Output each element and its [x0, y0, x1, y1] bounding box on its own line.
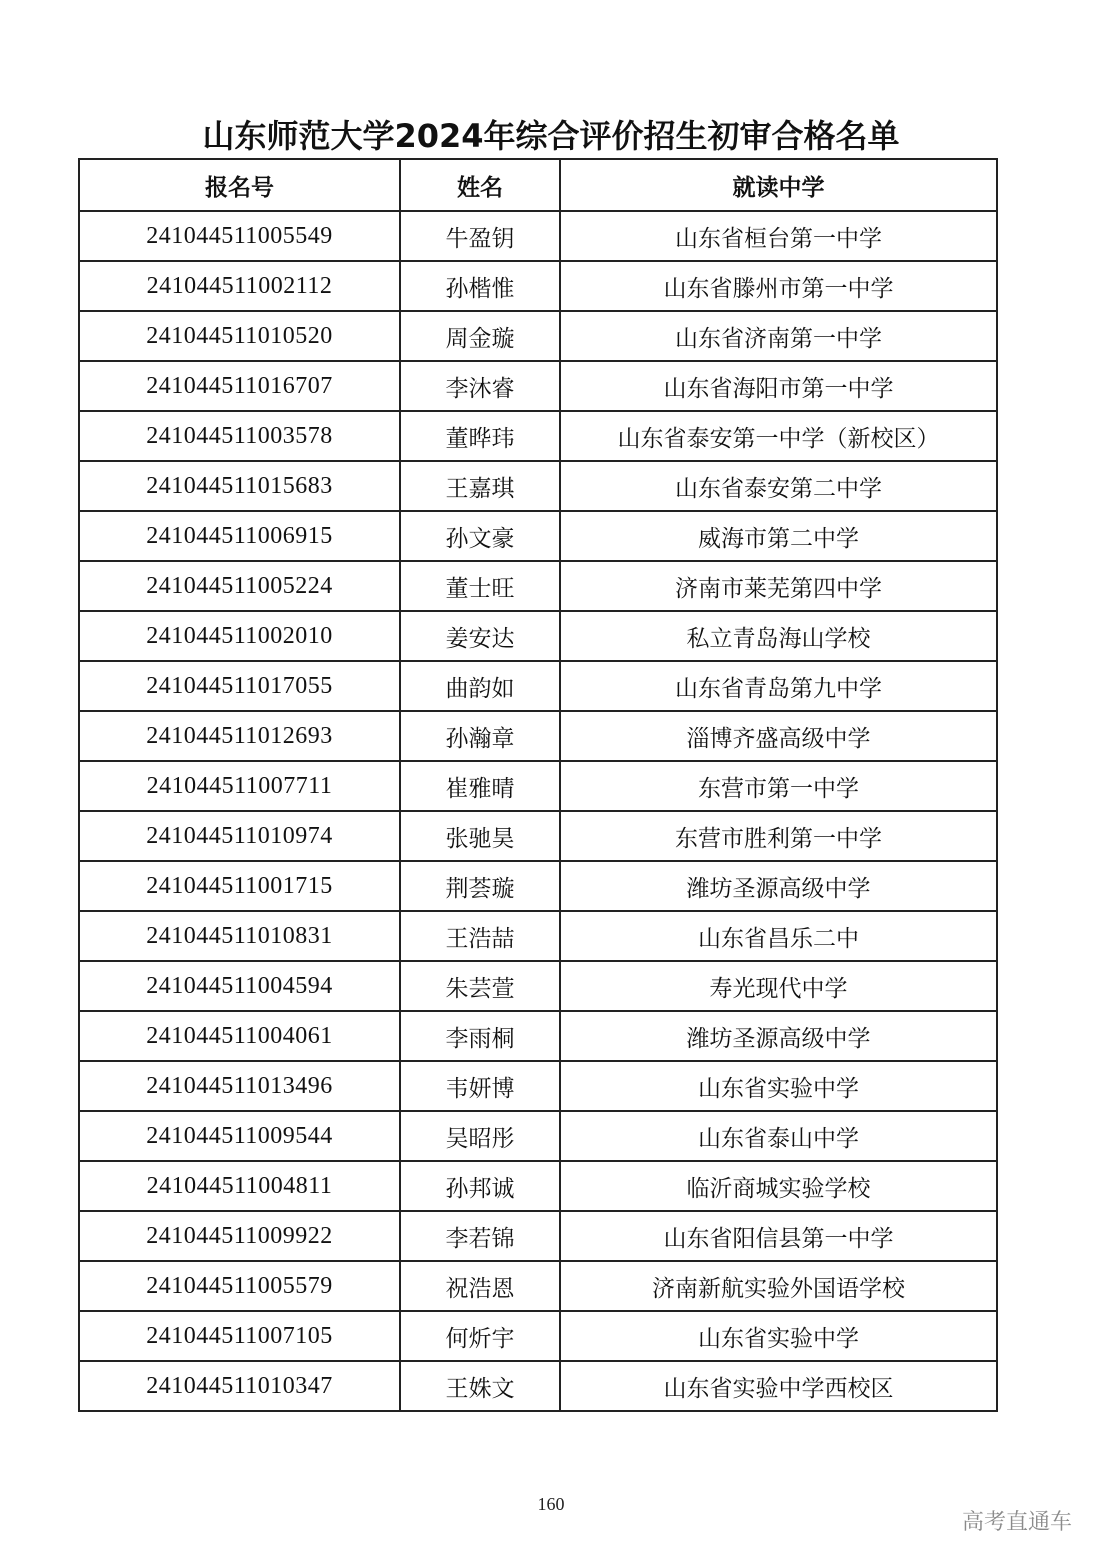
- column-header-school: 就读中学: [560, 159, 997, 211]
- school-name-cell: 淄博齐盛高级中学: [560, 711, 997, 761]
- table-row: [79, 1211, 997, 1261]
- registration-number-cell: 241044511009544: [79, 1111, 400, 1161]
- school-name-cell: 威海市第二中学: [560, 511, 997, 561]
- table-row: [79, 811, 997, 861]
- school-name-cell: 山东省实验中学西校区: [560, 1361, 997, 1411]
- table-row: [79, 1061, 997, 1111]
- student-name-cell: 董士旺: [400, 561, 560, 611]
- registration-number-cell: 241044511015683: [79, 461, 400, 511]
- table-row: [79, 1161, 997, 1211]
- school-name-cell: 山东省滕州市第一中学: [560, 261, 997, 311]
- student-name-cell: 王嘉琪: [400, 461, 560, 511]
- student-name-cell: 韦妍博: [400, 1061, 560, 1111]
- student-name-cell: 曲韵如: [400, 661, 560, 711]
- column-header-registration-number: 报名号: [79, 159, 400, 211]
- school-name-cell: 私立青岛海山学校: [560, 611, 997, 661]
- table-header-row: [79, 159, 997, 211]
- student-name-cell: 牛盈钥: [400, 211, 560, 261]
- table-row: [79, 711, 997, 761]
- table-row: [79, 511, 997, 561]
- student-name-cell: 李若锦: [400, 1211, 560, 1261]
- school-name-cell: 山东省实验中学: [560, 1061, 997, 1111]
- school-name-cell: 山东省海阳市第一中学: [560, 361, 997, 411]
- registration-number-cell: 241044511007105: [79, 1311, 400, 1361]
- student-name-cell: 张驰昊: [400, 811, 560, 861]
- registration-number-cell: 241044511002010: [79, 611, 400, 661]
- school-name-cell: 山东省泰安第一中学（新校区）: [560, 411, 997, 461]
- table-row: [79, 861, 997, 911]
- student-name-cell: 荆荟璇: [400, 861, 560, 911]
- student-name-cell: 李雨桐: [400, 1011, 560, 1061]
- school-name-cell: 东营市第一中学: [560, 761, 997, 811]
- school-name-cell: 济南新航实验外国语学校: [560, 1261, 997, 1311]
- table-row: [79, 1361, 997, 1411]
- registration-number-cell: 241044511017055: [79, 661, 400, 711]
- table-row: [79, 1111, 997, 1161]
- table-row: [79, 1011, 997, 1061]
- school-name-cell: 东营市胜利第一中学: [560, 811, 997, 861]
- school-name-cell: 山东省昌乐二中: [560, 911, 997, 961]
- admission-list-table: [78, 158, 998, 1412]
- student-name-cell: 王浩喆: [400, 911, 560, 961]
- table-row: [79, 611, 997, 661]
- registration-number-cell: 241044511004811: [79, 1161, 400, 1211]
- registration-number-cell: 241044511009922: [79, 1211, 400, 1261]
- registration-number-cell: 241044511010520: [79, 311, 400, 361]
- table-row: [79, 961, 997, 1011]
- registration-number-cell: 241044511002112: [79, 261, 400, 311]
- student-name-cell: 崔雅晴: [400, 761, 560, 811]
- table-row: [79, 311, 997, 361]
- school-name-cell: 山东省泰安第二中学: [560, 461, 997, 511]
- table-row: [79, 1261, 997, 1311]
- school-name-cell: 山东省青岛第九中学: [560, 661, 997, 711]
- student-name-cell: 孙邦诚: [400, 1161, 560, 1211]
- school-name-cell: 临沂商城实验学校: [560, 1161, 997, 1211]
- school-name-cell: 潍坊圣源高级中学: [560, 861, 997, 911]
- school-name-cell: 济南市莱芜第四中学: [560, 561, 997, 611]
- student-name-cell: 孙楷惟: [400, 261, 560, 311]
- student-name-cell: 祝浩恩: [400, 1261, 560, 1311]
- student-name-cell: 吴昭彤: [400, 1111, 560, 1161]
- student-name-cell: 董晔玮: [400, 411, 560, 461]
- school-name-cell: 山东省济南第一中学: [560, 311, 997, 361]
- school-name-cell: 潍坊圣源高级中学: [560, 1011, 997, 1061]
- table-row: [79, 661, 997, 711]
- column-header-name: 姓名: [400, 159, 560, 211]
- watermark: 高考直通车: [962, 1510, 1073, 1535]
- table-row: [79, 411, 997, 461]
- table-row: [79, 261, 997, 311]
- registration-number-cell: 241044511010974: [79, 811, 400, 861]
- registration-number-cell: 241044511001715: [79, 861, 400, 911]
- table-row: [79, 361, 997, 411]
- registration-number-cell: 241044511006915: [79, 511, 400, 561]
- student-name-cell: 朱芸萱: [400, 961, 560, 1011]
- student-name-cell: 何炘宇: [400, 1311, 560, 1361]
- registration-number-cell: 241044511010347: [79, 1361, 400, 1411]
- student-name-cell: 王姝文: [400, 1361, 560, 1411]
- student-name-cell: 姜安达: [400, 611, 560, 661]
- table-row: [79, 1311, 997, 1361]
- student-name-cell: 孙瀚章: [400, 711, 560, 761]
- registration-number-cell: 241044511007711: [79, 761, 400, 811]
- page-number: 160: [537, 1494, 565, 1514]
- school-name-cell: 山东省泰山中学: [560, 1111, 997, 1161]
- registration-number-cell: 241044511010831: [79, 911, 400, 961]
- registration-number-cell: 241044511012693: [79, 711, 400, 761]
- page-title: 山东师范大学2024年综合评价招生初审合格名单: [202, 117, 900, 155]
- registration-number-cell: 241044511004594: [79, 961, 400, 1011]
- student-name-cell: 孙文豪: [400, 511, 560, 561]
- registration-number-cell: 241044511005579: [79, 1261, 400, 1311]
- school-name-cell: 山东省桓台第一中学: [560, 211, 997, 261]
- student-name-cell: 周金璇: [400, 311, 560, 361]
- table-row: [79, 561, 997, 611]
- registration-number-cell: 241044511013496: [79, 1061, 400, 1111]
- table-row: [79, 761, 997, 811]
- table-row: [79, 911, 997, 961]
- table-row: [79, 211, 997, 261]
- school-name-cell: 寿光现代中学: [560, 961, 997, 1011]
- registration-number-cell: 241044511016707: [79, 361, 400, 411]
- student-name-cell: 李沐睿: [400, 361, 560, 411]
- registration-number-cell: 241044511005549: [79, 211, 400, 261]
- registration-number-cell: 241044511005224: [79, 561, 400, 611]
- school-name-cell: 山东省实验中学: [560, 1311, 997, 1361]
- table-row: [79, 461, 997, 511]
- registration-number-cell: 241044511004061: [79, 1011, 400, 1061]
- registration-number-cell: 241044511003578: [79, 411, 400, 461]
- school-name-cell: 山东省阳信县第一中学: [560, 1211, 997, 1261]
